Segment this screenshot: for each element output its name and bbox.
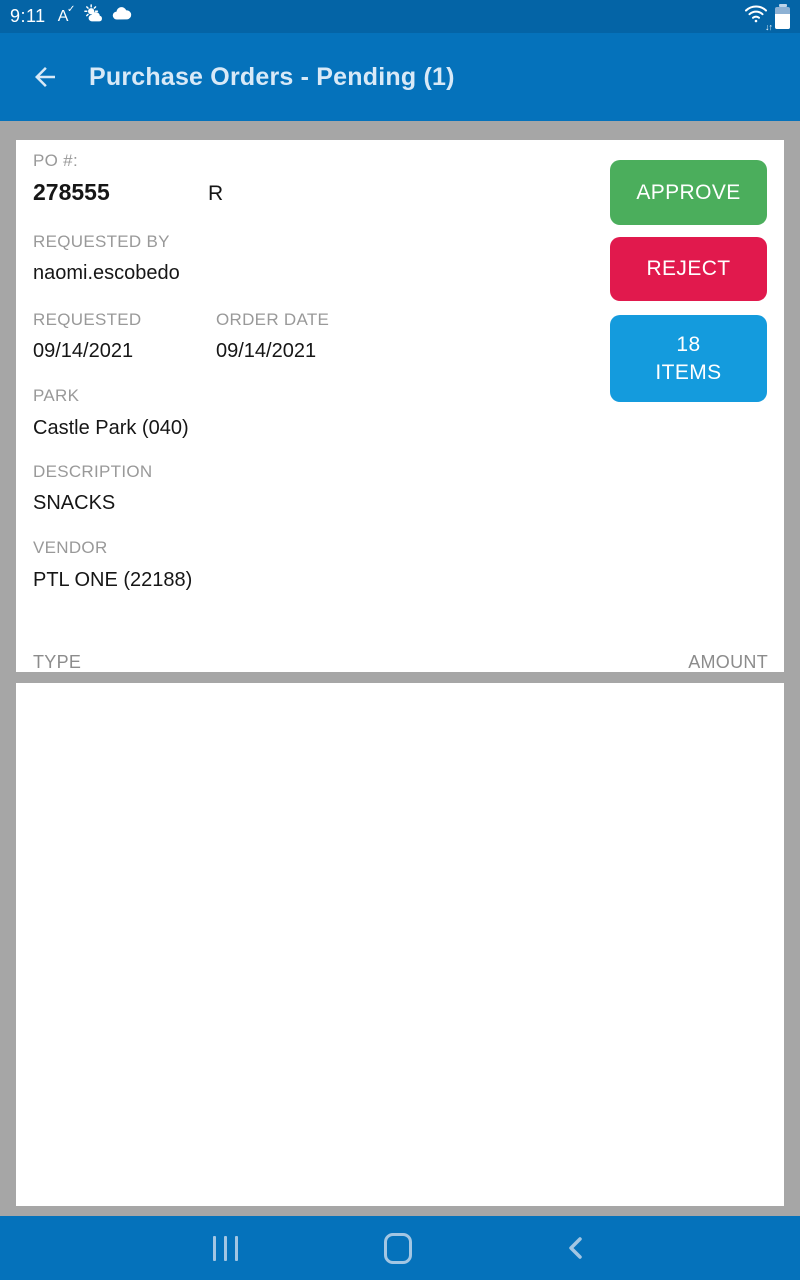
app-bar — [0, 33, 800, 121]
type-column-header: TYPE — [33, 652, 82, 672]
wifi-icon — [744, 4, 772, 32]
requested-by-label: REQUESTED BY — [33, 232, 170, 251]
nav-back-button[interactable] — [547, 1216, 603, 1280]
line-items-header — [33, 652, 768, 673]
autocorrect-a-badge-icon: A ✓ — [57, 3, 76, 25]
description-value: SNACKS — [33, 492, 116, 514]
items-label: ITEMS — [655, 360, 722, 384]
items-count: 18 — [676, 332, 701, 356]
purchase-order-card — [16, 140, 784, 672]
recents-icon — [213, 1236, 238, 1261]
line-items-panel — [16, 683, 784, 1206]
system-icons — [744, 4, 792, 32]
park-value: Castle Park (040) — [33, 417, 189, 439]
requested-date-label: REQUESTED — [33, 310, 142, 329]
amount-column-header: AMOUNT — [688, 652, 768, 672]
clock: 9:11 — [10, 6, 46, 26]
battery-icon — [775, 4, 790, 29]
reject-button[interactable] — [610, 237, 767, 301]
vendor-value: PTL ONE (22188) — [33, 569, 193, 591]
order-date-label: ORDER DATE — [216, 310, 330, 329]
requested-date-value: 09/14/2021 — [33, 340, 134, 362]
home-icon — [384, 1233, 412, 1264]
order-date-value: 09/14/2021 — [216, 340, 317, 362]
items-button[interactable] — [610, 315, 767, 402]
vendor-label: VENDOR — [33, 538, 108, 557]
requested-by-value: naomi.escobedo — [33, 262, 180, 284]
po-number-label: PO #: — [33, 151, 78, 170]
android-nav-bar — [0, 1216, 800, 1280]
park-label: PARK — [33, 386, 80, 405]
sun-cloud-weather-icon — [82, 3, 104, 30]
home-button[interactable] — [370, 1216, 426, 1280]
po-flag: R — [208, 182, 224, 205]
approve-button[interactable] — [610, 160, 767, 225]
description-label: DESCRIPTION — [33, 462, 153, 481]
back-arrow-icon[interactable] — [28, 60, 62, 94]
nav-back-icon — [565, 1234, 585, 1262]
notification-icons — [58, 3, 134, 30]
reject-button-label: REJECT — [646, 257, 731, 280]
recents-button[interactable] — [197, 1216, 253, 1280]
status-bar — [0, 0, 800, 33]
approve-button-label: APPROVE — [636, 180, 741, 204]
wifi-arrows: ↓↑ — [765, 22, 772, 32]
cloud-icon — [111, 3, 133, 30]
po-number-value: 278555 — [33, 179, 110, 205]
page-title: Purchase Orders - Pending (1) — [89, 62, 455, 91]
